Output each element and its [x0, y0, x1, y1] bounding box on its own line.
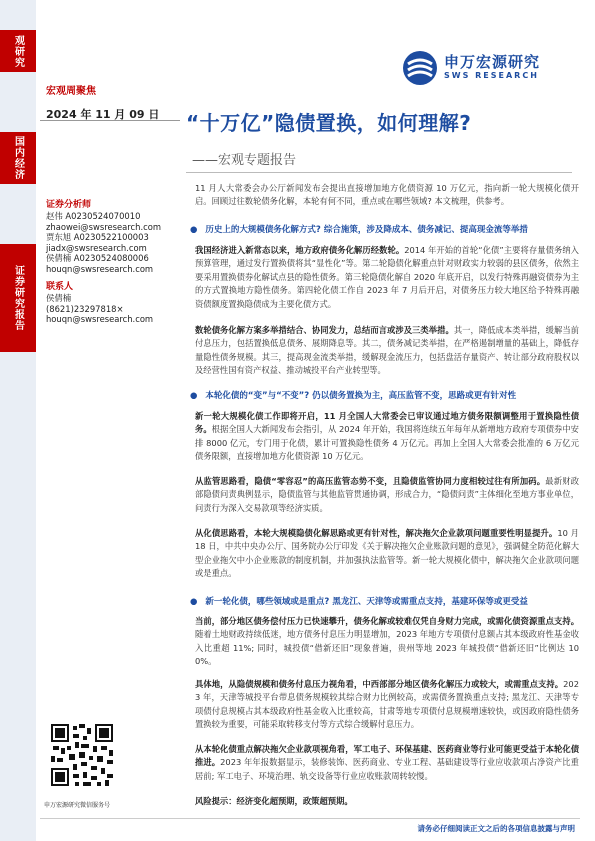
- section-heading-3: 新一轮化债，哪些领域或是重点? 黑龙江、天津等或需重点支持，基建环保等或更受益: [205, 597, 528, 607]
- report-title: “十万亿”隐债置换，如何理解?: [186, 111, 472, 135]
- bullet-dot-icon: ●: [190, 391, 198, 401]
- qr-caption: 申万宏源研究微信服务号: [44, 802, 111, 809]
- bullet-dot-icon: ●: [190, 225, 198, 235]
- risk-warning-lead: 风险提示：: [195, 796, 237, 806]
- paragraph-5: [195, 475, 579, 515]
- paragraph-7-lead: 当前，部分地区债务偿付压力已快速攀升，债务化解或较难仅凭自身财力完成，或需化债资源重点支持。: [195, 616, 579, 626]
- analyst-email[interactable]: jiadx@swsresearch.com: [46, 242, 147, 253]
- paragraph-2: [195, 244, 579, 311]
- analyst-line: 贾东旭 A0230522100003: [46, 232, 149, 242]
- intro-paragraph: 11 月人大常委会办公厅新闻发布会提出直接增加地方化债资源 10 万亿元，指向新一轮大规模化债开启。回顾过往数轮债务化解，本轮有何不同，重点或在哪些领域? 本文梳理，供参考。: [195, 183, 579, 207]
- qr-code-icon: [49, 722, 115, 788]
- bullet-dot-icon: ●: [190, 597, 198, 607]
- brand-name-cn: 申万宏源研究: [444, 53, 541, 71]
- sidebar-tab-domestic-economy: 国内经济: [0, 132, 36, 184]
- paragraph-3-text: 其一，降低成本类举措，缓解当前付息压力，包括置换低息债务、展期降息等。其二，债务减记类举措，在严格遏制增量的基础上，降低存量隐性债务规模。其三，提高现金流类举措，缓解现金流压力，包括盘活存量资产、转让部分政府股权以及经营性国有资产权益、推动城投平台产业转型等。: [195, 325, 579, 376]
- paragraph-4-lead: 新一轮大规模化债工作即将开启，11 月全国人大常委会已审议通过地方债务限额调整用于置换隐性债务。: [195, 411, 579, 435]
- risk-warning-text: 经济变化超预期，政策超预期。: [236, 796, 353, 806]
- paragraph-3: [195, 324, 579, 378]
- paragraph-6: [195, 527, 579, 581]
- paragraph-7: [195, 615, 579, 669]
- contact-heading: 联系人: [46, 282, 74, 292]
- section-bullet-1: [190, 223, 582, 235]
- analyst-line: 赵伟 A0230524070010: [46, 211, 141, 221]
- left-sidebar: [0, 0, 36, 841]
- report-subtitle: ——宏观专题报告: [192, 153, 297, 168]
- title-separator: [186, 172, 572, 173]
- contact-email[interactable]: houqn@swsresearch.com: [46, 314, 154, 324]
- paragraph-2-lead: 我国经济进入新常态以来，地方政府债务化解历经数轮。: [195, 245, 405, 255]
- paragraph-8-lead: 具体地，从隐债规模和债务付息压力视角看，中西部部分地区债务化解压力或较大，或需重点支持。: [195, 679, 564, 689]
- analysts-heading: 证券分析师: [46, 200, 92, 210]
- contact-list: [46, 293, 172, 325]
- paragraph-5-lead: 从监管思路看，隐债“零容忍”的高压监管态势不变，且隐债监管协同力度相较过往有所加码。: [195, 476, 546, 486]
- sws-logo-icon: [402, 50, 438, 86]
- brand-logo: [402, 50, 567, 86]
- paragraph-9: [195, 743, 579, 783]
- paragraph-9-text: 2023 年年报数据显示，装修装饰、医药商业、专业工程、基础建设等行业应收款项占净资产比重居前; 军工电子、环境治理、轨交设备等行业应收账款周转较慢。: [195, 757, 579, 781]
- sidebar-tab-macro: 观研究: [0, 30, 36, 72]
- analyst-email[interactable]: zhaowei@swsresearch.com: [46, 221, 162, 232]
- section-bullet-3: [190, 595, 582, 607]
- risk-warning: [195, 795, 579, 808]
- contact-name: 侯倩楠: [46, 293, 72, 303]
- paragraph-9-lead: 从本轮化债重点解决拖欠企业款项视角看，军工电子、环保基建、医药商业等行业可能更受益于本轮化债推进。: [195, 744, 579, 768]
- contact-phone: (8621)23297818×: [46, 303, 124, 314]
- section-heading-2: 本轮化债的“变”与“不变”? 仍以债务置换为主，高压监管不变，思路或更有针对性: [205, 391, 517, 401]
- paragraph-8: [195, 678, 579, 732]
- analyst-line: 侯倩楠 A0230524080006: [46, 253, 149, 263]
- paragraph-7-text: 随着土地财政持续低迷，地方债务付息压力明显增加，2023 年地方专项债付息额占其本级政府性基金收入比重超 11%; 同时，城投债“借新还旧”现象普遍，贵州等地 2023 年城投债“借新还旧”比例达 100%。: [195, 629, 579, 667]
- footer-divider: [40, 818, 580, 819]
- section-bullet-2: [190, 389, 582, 401]
- paragraph-4: [195, 410, 579, 464]
- paragraph-8-text: 2023 年，天津等城投平台带息债务规模较其综合财力比例较高，或需债务置换重点支持; 黑龙江、天津等专项债付息规模占其本级政府性基金收入比重较高，甘肃等地专项债付息规模增速较快，或因政府隐性债务置换较为重要，可能采取转移支付等方式综合缓解付息压力。: [195, 679, 579, 730]
- paragraph-2-text: 2014 年开始的首轮“化债”主要将存量债务纳入预算管理，通过发行置换债将其“显性化”等。第二轮隐债化解重点针对财政实力较弱的县区债务，依然主要采用置换债券化解试点县的隐性债务。第三轮隐债化解自 2020 年底开启，以发行特殊再融资债券为主的方式置换地方隐性债务。第四轮化债工作自 2023 年 7 月后开启，对债务压力较大地区给予特殊再融资债额度置换隐债成为主要化债方式。: [195, 245, 579, 309]
- paragraph-3-lead: 数轮债务化解方案多举措结合、协同发力，总结而言或涉及三类举措。: [195, 325, 454, 335]
- footer-disclaimer: 请务必仔细阅读正文之后的各项信息披露与声明: [417, 824, 575, 833]
- paragraph-4-text: 根据全国人大新闻发布会指引，从 2024 年开始，我国将连续五年每年从新增地方政府专项债券中安排 8000 亿元，专门用于化债，累计可置换隐性债务 4 万亿元。再加上全国人大常委会批准的 6 万亿元债务限额，直接增加地方化债资源 10 万亿元。: [195, 424, 579, 462]
- paragraph-5-text: 最新财政部隐债问责典例显示，隐债监管与其他监管贯通协调，形成合力，“隐债问责”主体细化至地方事业单位，问责行为深入交易款项等经济实质。: [195, 476, 579, 513]
- sidebar-tab-securities-report: 证券研究报告: [0, 244, 36, 352]
- section-heading-1: 历史上的大规模债务化解方式? 综合施策，涉及降成本、债务减记、提高现金流等举措: [205, 225, 528, 235]
- report-date: 2024 年 11 月 09 日: [46, 108, 160, 121]
- report-type: 宏观周聚焦: [46, 86, 96, 97]
- paragraph-6-lead: 从化债思路看，本轮大规模隐债化解思路或更有针对性，解决拖欠企业款项问题重要性明显提升。: [195, 528, 558, 538]
- analysts-list: [46, 211, 172, 274]
- brand-name-en: SWS RESEARCH: [444, 71, 539, 80]
- paragraph-6-text: 10 月 18 日，中共中央办公厅、国务院办公厅印发《关于解决拖欠企业账款问题的意见》，强调健全防范化解大型企业拖欠中小企业账款的制度机制，并加强执法监管等。新一轮大规模化债中，解决拖欠企业款项问题或是重点。: [195, 528, 579, 579]
- analyst-email[interactable]: houqn@swsresearch.com: [46, 263, 154, 274]
